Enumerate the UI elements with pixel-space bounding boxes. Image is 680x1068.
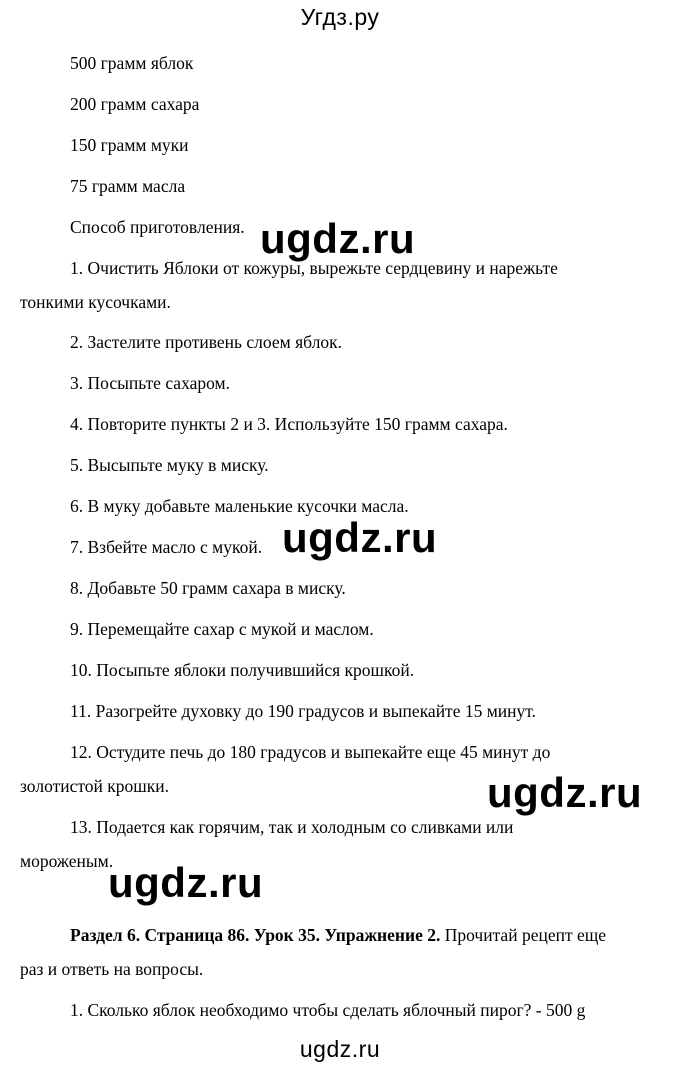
method-title: Способ приготовления. (70, 217, 245, 237)
watermark: ugdz.ru (487, 769, 643, 816)
recipe-step-13: 13. Подается как горячим, так и холодным со сливками или (70, 817, 514, 837)
recipe-step-12: 12. Остудите печь до 180 градусов и выпекайте еще 45 минут до (70, 742, 551, 762)
watermark: ugdz.ru (260, 215, 416, 262)
ingredient-line: 150 грамм муки (70, 135, 189, 155)
recipe-step-8: 8. Добавьте 50 грамм сахара в миску. (70, 578, 346, 598)
recipe-step-13-cont: мороженым. (20, 851, 114, 871)
ingredient-line: 75 грамм масла (70, 176, 186, 196)
recipe-step-2: 2. Застелите противень слоем яблок. (70, 332, 342, 352)
recipe-step-1-cont: тонкими кусочками. (20, 292, 171, 312)
recipe-step-5: 5. Высыпьте муку в миску. (70, 455, 269, 475)
watermark: ugdz.ru (282, 514, 438, 561)
ingredient-line: 200 грамм сахара (70, 94, 200, 114)
recipe-step-9: 9. Перемещайте сахар с мукой и маслом. (70, 619, 374, 639)
recipe-step-10: 10. Посыпьте яблоки получившийся крошкой. (70, 660, 415, 680)
exercise-heading: Раздел 6. Страница 86. Урок 35. Упражнение 2. (70, 925, 441, 945)
recipe-step-3: 3. Посыпьте сахаром. (70, 373, 230, 393)
site-header: Угдз.ру (300, 4, 380, 30)
exercise-heading-line (70, 923, 606, 947)
recipe-step-1: 1. Очистить Яблоки от кожуры, вырежьте сердцевину и нарежьте (70, 258, 558, 278)
recipe-step-12-cont: золотистой крошки. (20, 776, 169, 796)
recipe-step-11: 11. Разогрейте духовку до 190 градусов и выпекайте 15 минут. (70, 701, 536, 721)
recipe-step-6: 6. В муку добавьте маленькие кусочки масла. (70, 496, 409, 516)
recipe-step-4: 4. Повторите пункты 2 и 3. Используйте 150 грамм сахара. (70, 414, 508, 434)
watermark: ugdz.ru (108, 859, 264, 906)
ingredient-line: 500 грамм яблок (70, 53, 194, 73)
recipe-step-7: 7. Взбейте масло с мукой. (70, 537, 263, 557)
exercise-instruction-cont: раз и ответь на вопросы. (20, 959, 204, 979)
exercise-instruction: Прочитай рецепт еще (440, 925, 606, 945)
question-1: 1. Сколько яблок необходимо чтобы сделать яблочный пирог? - 500 g (70, 1000, 586, 1020)
site-footer: ugdz.ru (299, 1036, 381, 1062)
